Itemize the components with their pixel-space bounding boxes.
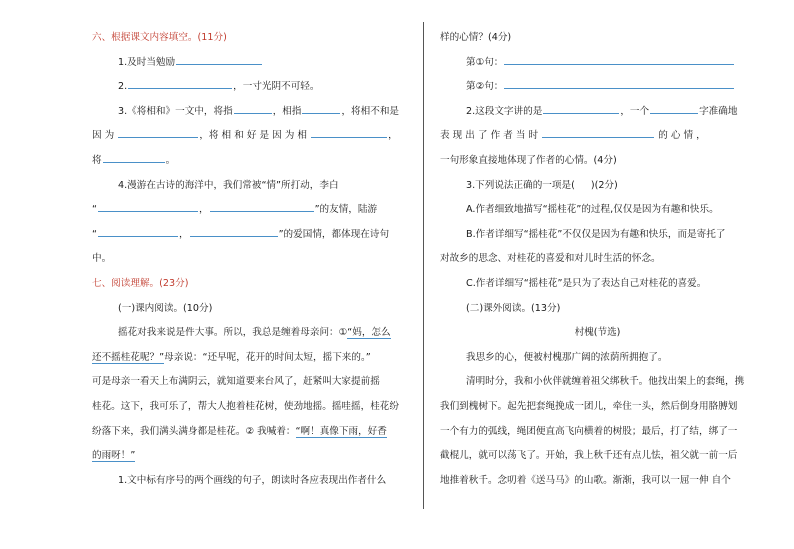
passage-line: 桂花。这下，我可乐了，帮大人抱着桂花树，使劲地摇。摇哇摇，桂花纷 — [92, 400, 399, 412]
question-6-4-line3: “ ， ”的爱国情，都体现在诗句 — [92, 223, 410, 248]
right-column — [440, 26, 755, 493]
reading-question-1-cont: 样的心情？(4分) — [440, 32, 512, 43]
underlined-sentence-1-cont: 还不摇桂花呢？” — [92, 351, 165, 363]
reading-question-2-end: 一句形象直接地体现了作者的心情。(4分) — [440, 154, 617, 166]
answer-blank[interactable] — [504, 53, 734, 65]
answer-blank[interactable] — [650, 102, 698, 114]
passage-line: 可是母亲一看天上布满阴云，就知道要来台风了，赶紧叫大家提前摇 — [92, 376, 380, 388]
answer-blank[interactable] — [210, 200, 314, 212]
passage-line: 我思乡的心，便被村槐那广阔的浓荫所拥抱了。 — [466, 351, 668, 363]
answer-line-2: 第②句： — [440, 75, 755, 100]
passage-line: 清明时分，我和小伙伴就缠着祖父绑秋千。他找出架上的套绳，携 — [466, 376, 745, 388]
answer-blank[interactable] — [504, 77, 734, 89]
reading-question-3: 3.下列说法正确的一项是( )(2分) — [466, 179, 618, 191]
underlined-sentence-1: “妈，怎么 — [347, 327, 391, 339]
answer-blank[interactable] — [542, 126, 654, 138]
option-b[interactable]: B.作者详细写“摇桂花”不仅仅是因为有趣和快乐，而是寄托了 — [466, 228, 726, 240]
answer-blank[interactable] — [176, 53, 262, 65]
subsection-1-title: (一)课内阅读。(10分) — [118, 302, 213, 314]
reading-question-2: 2.这段文字讲的是 ，一个 字准确地 — [440, 100, 755, 125]
answer-blank[interactable] — [190, 225, 278, 237]
answer-blank[interactable] — [118, 126, 198, 138]
reading-question-2-cont: 表 现 出 了 作 者 当 时 的 心 情 ， — [440, 124, 755, 149]
passage-line: 一个有力的弧线，绳团便直高飞向横着的树股；最后，打了结，绑了一 — [440, 425, 738, 437]
passage-line: 地推着秋千。念叨着《送马马》的山歌。渐渐，我可以一屈一伸 自个 — [440, 474, 731, 486]
option-b-cont: 对故乡的思念、对桂花的喜爱和对儿时生活的怀念。 — [440, 253, 661, 265]
section-6-title: 六、根据课文内容填空。(11分) — [92, 32, 227, 43]
option-a[interactable]: A.作者细致地描写“摇桂花”的过程,仅仅是因为有趣和快乐。 — [466, 204, 719, 216]
column-divider — [423, 22, 424, 509]
passage-line: 截棍儿，就可以荡飞了。开始，我上秋千还有点儿怯，祖父就一前一后 — [440, 450, 738, 462]
answer-blank[interactable] — [103, 151, 165, 163]
answer-blank[interactable] — [98, 225, 178, 237]
answer-blank[interactable] — [311, 126, 387, 138]
passage-line: 还不摇桂花呢？”母亲说：“还早呢，花开的时间太短，摇下来的。” — [92, 351, 371, 363]
question-6-3-cont: 因 为 ，将 相 和 好 是 因 为 相 ， — [92, 124, 410, 149]
question-6-2: 2. ，一寸光阴不可轻。 — [92, 75, 410, 100]
passage-title: 村槐(节选) — [574, 327, 621, 339]
option-c[interactable]: C.作者详细写“摇桂花”是只为了表达自己对桂花的喜爱。 — [466, 277, 707, 289]
reading-question-1: 1.文中标有序号的两个画线的句子，朗读时各应表现出作者什么 — [118, 474, 387, 486]
answer-blank[interactable] — [128, 77, 232, 89]
left-column — [92, 26, 410, 493]
answer-blank[interactable] — [543, 102, 619, 114]
answer-line-1: 第①句： — [440, 51, 755, 76]
answer-blank[interactable] — [302, 102, 340, 114]
subsection-2-title: (二)课外阅读。(13分) — [466, 302, 561, 314]
passage-line: 我们到槐树下。起先把套绳挽成一团儿，牵住一头，然后倒身用胳膊划 — [440, 400, 738, 412]
underlined-sentence-2-cont: 的雨呀！” — [92, 450, 136, 462]
question-6-4-line2: “ ， ”的友情，陆游 — [92, 198, 410, 223]
section-7-title: 七、阅读理解。(23分) — [92, 277, 189, 289]
question-6-4-end: 中。 — [92, 253, 112, 265]
passage-line — [92, 444, 410, 469]
answer-blank[interactable] — [98, 200, 198, 212]
passage-line: 摇花对我来说是件大事。所以，我总是缠着母亲问：①“妈，怎么 — [118, 327, 391, 339]
answer-blank[interactable] — [234, 102, 272, 114]
passage-line: 纷落下来，我们满头满身都是桂花。② 我喊着：“啊！真像下雨，好香 — [92, 425, 387, 437]
question-6-4: 4.漫游在古诗的海洋中，我们常被“情”所打动，李白 — [118, 179, 339, 191]
underlined-sentence-2: “啊！真像下雨，好香 — [295, 425, 387, 437]
question-6-1: 1.及时当勉励 — [92, 51, 410, 76]
question-6-3-end: 将 。 — [92, 149, 410, 174]
question-6-3: 3.《将相和》一文中，将指 ，相指 ，将相不和是 — [92, 100, 410, 125]
